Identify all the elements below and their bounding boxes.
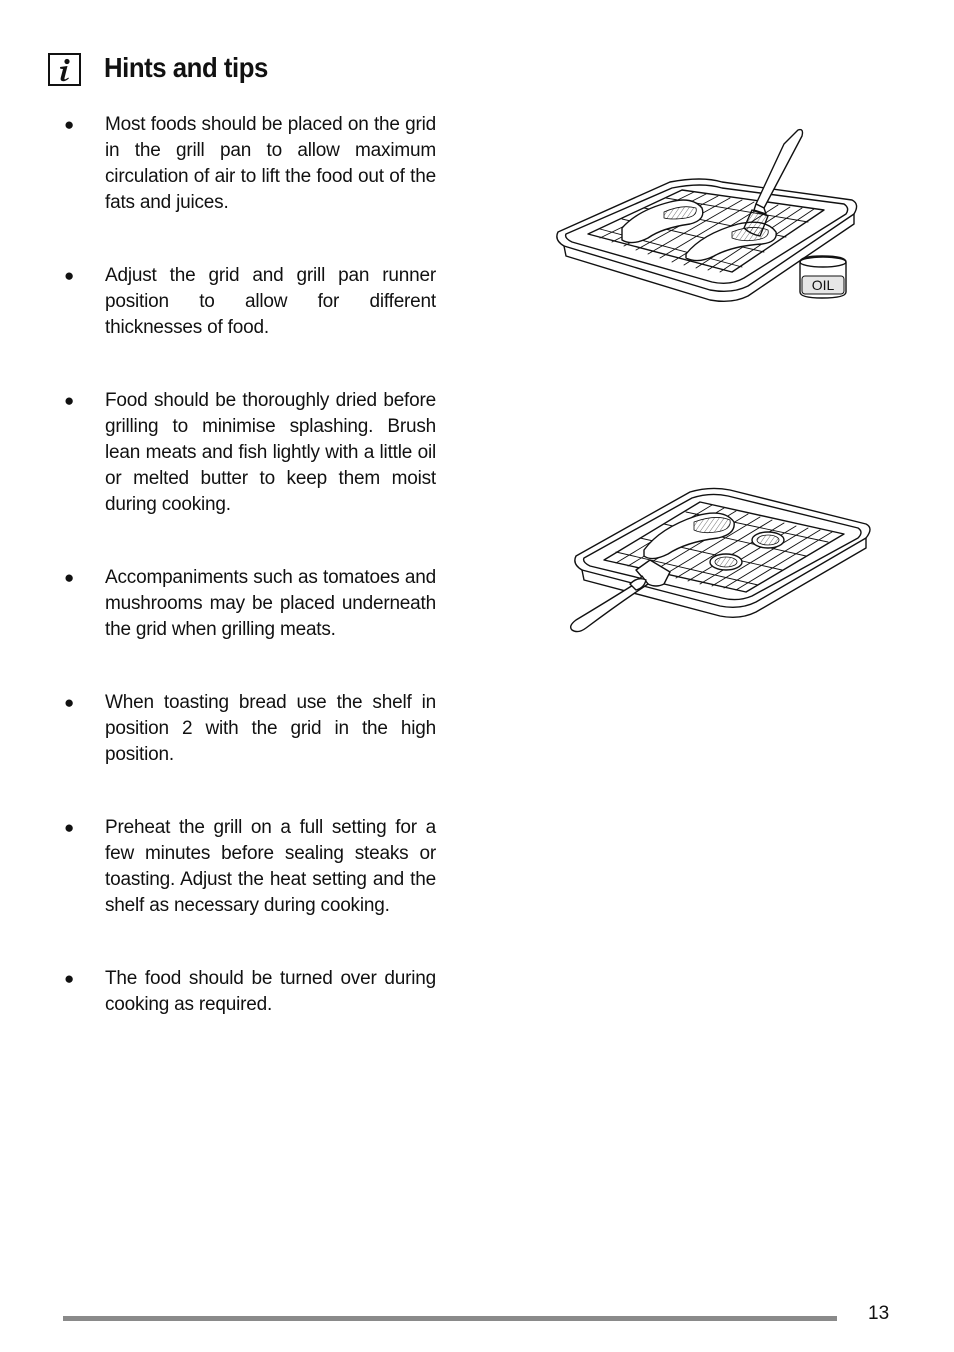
oil-label: OIL <box>811 277 835 293</box>
bullet-icon: ● <box>64 969 75 988</box>
tip-text: Adjust the grid and grill pan runner position to allow for different thicknesses of food. <box>105 265 436 338</box>
tip-text: The food should be turned over during cooking as required. <box>105 968 436 1015</box>
bullet-icon: ● <box>64 266 75 285</box>
bullet-icon: ● <box>64 115 75 134</box>
bullet-icon: ● <box>64 568 75 587</box>
list-item <box>64 112 436 216</box>
page-title: Hints and tips <box>104 52 268 83</box>
list-item <box>64 565 436 643</box>
tip-text: Food should be thoroughly dried before grilling to minimise splashing. Brush lean meats and fish lightly with a little oil or melted butter to keep them moist during cooking. <box>105 390 436 515</box>
bullet-icon: ● <box>64 391 75 410</box>
list-item <box>64 815 436 919</box>
footer-rule <box>63 1316 837 1321</box>
bullet-icon: ● <box>64 693 75 712</box>
list-item <box>64 388 436 518</box>
grill-pan-handle-illustration <box>560 480 876 640</box>
tip-text: When toasting bread use the shelf in position 2 with the grid in the high position. <box>105 692 436 765</box>
grill-pan-brushing-illustration <box>552 124 862 304</box>
page-number: 13 <box>868 1303 890 1324</box>
list-item <box>64 690 436 768</box>
tip-text: Preheat the grill on a full setting for a few minutes before sealing steaks or toasting. Adjust the heat setting and the shelf as necessary during cooking. <box>105 817 436 916</box>
tips-list <box>64 112 436 1065</box>
tip-text: Most foods should be placed on the grid in the grill pan to allow maximum circulation of air to lift the food out of the fats and juices. <box>105 114 436 213</box>
tip-text: Accompaniments such as tomatoes and mushrooms may be placed underneath the grid when grilling meats. <box>105 567 436 640</box>
info-icon <box>48 53 81 86</box>
list-item <box>64 966 436 1018</box>
list-item <box>64 263 436 341</box>
bullet-icon: ● <box>64 818 75 837</box>
